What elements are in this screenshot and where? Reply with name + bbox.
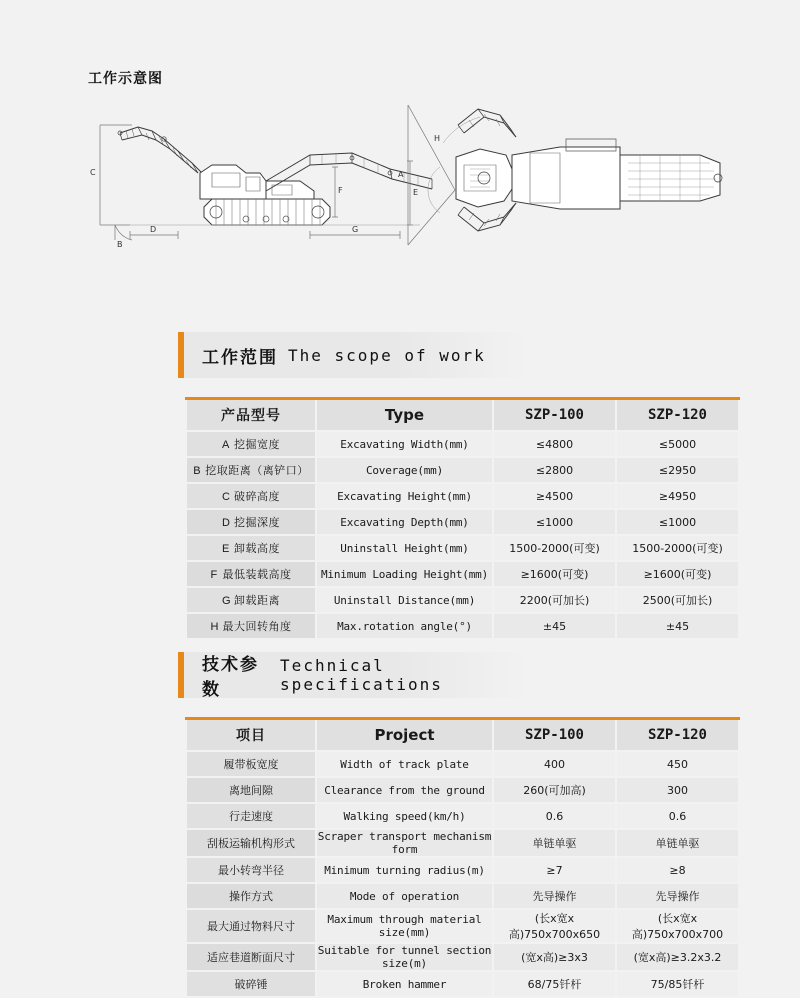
page-title: 工作示意图 — [88, 70, 163, 86]
value-szp100: (宽x高)≥3x3 — [493, 943, 616, 971]
row-label-text: 挖掘深度 — [234, 517, 280, 529]
value-szp100: ≤2800 — [493, 457, 616, 483]
value-szp100: 260(可加高) — [493, 777, 616, 803]
row-prefix: A — [222, 439, 230, 451]
row-label-en: Excavating Depth(mm) — [316, 509, 493, 535]
tech-banner-cn: 技术参数 — [202, 655, 259, 699]
value-szp100: 先导操作 — [493, 883, 616, 909]
scope-table — [185, 397, 740, 640]
row-label-cn: 刮板运输机构形式 — [186, 829, 316, 857]
value-szp100: ≤4800 — [493, 431, 616, 457]
tech-header-3: SZP-120 — [616, 719, 739, 752]
table-row — [186, 561, 739, 587]
table-row — [186, 909, 739, 943]
scope-banner — [178, 332, 530, 378]
row-label-en: Clearance from the ground — [316, 777, 493, 803]
row-label-en: Uninstall Height(mm) — [316, 535, 493, 561]
row-label-en: Excavating Width(mm) — [316, 431, 493, 457]
table-row — [186, 803, 739, 829]
svg-text:H: H — [434, 134, 441, 143]
tech-header-1: Project — [316, 719, 493, 752]
value-szp100: ≤1000 — [493, 509, 616, 535]
table-row — [186, 431, 739, 457]
row-label-cn: 操作方式 — [186, 883, 316, 909]
svg-text:A: A — [398, 170, 404, 179]
value-szp100: 68/75钎杆 — [493, 971, 616, 997]
table-row — [186, 535, 739, 561]
value-szp120: ±45 — [616, 613, 739, 639]
row-prefix: F — [210, 569, 218, 581]
row-label-cn — [186, 509, 316, 535]
value-szp100: ≥4500 — [493, 483, 616, 509]
row-label-en: Max.rotation angle(°) — [316, 613, 493, 639]
value-szp120: ≥8 — [616, 857, 739, 883]
value-szp120: ≤2950 — [616, 457, 739, 483]
value-szp120: ≤5000 — [616, 431, 739, 457]
row-label-en: Suitable for tunnel section size(m) — [317, 944, 492, 970]
table-row — [186, 943, 739, 971]
value-szp100: 400 — [493, 751, 616, 777]
value-szp120: 300 — [616, 777, 739, 803]
row-label-cn — [186, 587, 316, 613]
value-szp120: 1500-2000(可变) — [616, 535, 739, 561]
table-row — [186, 457, 739, 483]
scope-banner-en: The scope of work — [288, 345, 486, 365]
value-szp120: 单链单驱 — [616, 829, 739, 857]
table-row — [186, 971, 739, 997]
row-prefix: D — [222, 517, 230, 529]
row-label-cn: 离地间隙 — [186, 777, 316, 803]
row-prefix: E — [222, 543, 230, 555]
row-prefix: H — [210, 621, 219, 633]
row-label-cn: 适应巷道断面尺寸 — [186, 943, 316, 971]
row-label-cn: 履带板宽度 — [186, 751, 316, 777]
value-szp120: (宽x高)≥3.2x3.2 — [616, 943, 739, 971]
value-szp120: 75/85钎杆 — [616, 971, 739, 997]
row-label-text: 破碎高度 — [234, 491, 280, 503]
value-szp100: 0.6 — [493, 803, 616, 829]
row-label-cn — [186, 613, 316, 639]
tech-banner-en: Technical specifications — [280, 656, 443, 694]
value-szp120: ≤1000 — [616, 509, 739, 535]
value-szp100: ≥1600(可变) — [493, 561, 616, 587]
row-label-en: Scraper transport mechanism form — [317, 830, 492, 856]
row-label-en: Width of track plate — [316, 751, 493, 777]
row-label-cn: 最小转弯半径 — [186, 857, 316, 883]
row-label-text: 卸载距离 — [234, 595, 280, 607]
tech-table-header-row — [186, 719, 739, 752]
value-szp120: (长x宽x高)750x700x700 — [616, 909, 739, 943]
row-label-en: Uninstall Distance(mm) — [316, 587, 493, 613]
value-szp100: ±45 — [493, 613, 616, 639]
value-szp120: 2500(可加长) — [616, 587, 739, 613]
row-label-text: 挖取距离（离铲口） — [205, 465, 309, 477]
svg-text:D: D — [150, 225, 157, 234]
value-szp100: 2200(可加长) — [493, 587, 616, 613]
row-label-text: 最低装载高度 — [222, 569, 292, 581]
row-label-en: Minimum Loading Height(mm) — [316, 561, 493, 587]
value-szp120: ≥1600(可变) — [616, 561, 739, 587]
row-label-cn — [186, 457, 316, 483]
row-label-text: 挖掘宽度 — [234, 439, 280, 451]
tech-header-0: 项目 — [186, 719, 316, 752]
svg-text:E: E — [413, 188, 419, 197]
row-label-text: 最大回转角度 — [222, 621, 292, 633]
row-label-cn: 行走速度 — [186, 803, 316, 829]
row-label-cn: 破碎锤 — [186, 971, 316, 997]
value-szp120: 先导操作 — [616, 883, 739, 909]
svg-text:B: B — [117, 240, 123, 249]
value-szp100: ≥7 — [493, 857, 616, 883]
table-row — [186, 829, 739, 857]
table-row — [186, 483, 739, 509]
value-szp100: 单链单驱 — [493, 829, 616, 857]
table-row — [186, 587, 739, 613]
value-szp100: (长x宽x高)750x700x650 — [493, 909, 616, 943]
value-szp120: 450 — [616, 751, 739, 777]
row-label-en: Minimum turning radius(m) — [316, 857, 493, 883]
value-szp100: 1500-2000(可变) — [493, 535, 616, 561]
table-row — [186, 777, 739, 803]
scope-banner-cn: 工作范围 — [202, 347, 278, 367]
table-row — [186, 857, 739, 883]
table-row — [186, 751, 739, 777]
row-prefix: B — [193, 465, 201, 477]
table-row — [186, 509, 739, 535]
row-label-cn — [186, 483, 316, 509]
svg-text:G: G — [352, 225, 359, 234]
scope-header-3: SZP-120 — [616, 399, 739, 432]
row-label-text: 卸载高度 — [234, 543, 280, 555]
tech-header-2: SZP-100 — [493, 719, 616, 752]
scope-header-1: Type — [316, 399, 493, 432]
svg-text:F: F — [338, 186, 343, 195]
tech-banner — [178, 652, 530, 698]
scope-header-0: 产品型号 — [186, 399, 316, 432]
value-szp120: ≥4950 — [616, 483, 739, 509]
row-label-en: Walking speed(km/h) — [316, 803, 493, 829]
table-row — [186, 883, 739, 909]
row-label-cn: 最大通过物料尺寸 — [186, 909, 316, 943]
row-label-en: Coverage(mm) — [316, 457, 493, 483]
svg-text:C: C — [90, 168, 96, 177]
scope-table-header-row — [186, 399, 739, 432]
row-label-cn — [186, 561, 316, 587]
row-label-en: Maximum through material size(mm) — [316, 909, 493, 943]
row-label-en: Mode of operation — [316, 883, 493, 909]
row-label-cn — [186, 431, 316, 457]
row-label-en: Excavating Height(mm) — [316, 483, 493, 509]
row-prefix: C — [222, 491, 230, 503]
table-row — [186, 613, 739, 639]
scope-header-2: SZP-100 — [493, 399, 616, 432]
row-label-en: Broken hammer — [316, 971, 493, 997]
work-diagram — [60, 95, 760, 275]
tech-table — [185, 717, 740, 998]
row-label-cn — [186, 535, 316, 561]
row-prefix: G — [222, 595, 231, 607]
value-szp120: 0.6 — [616, 803, 739, 829]
